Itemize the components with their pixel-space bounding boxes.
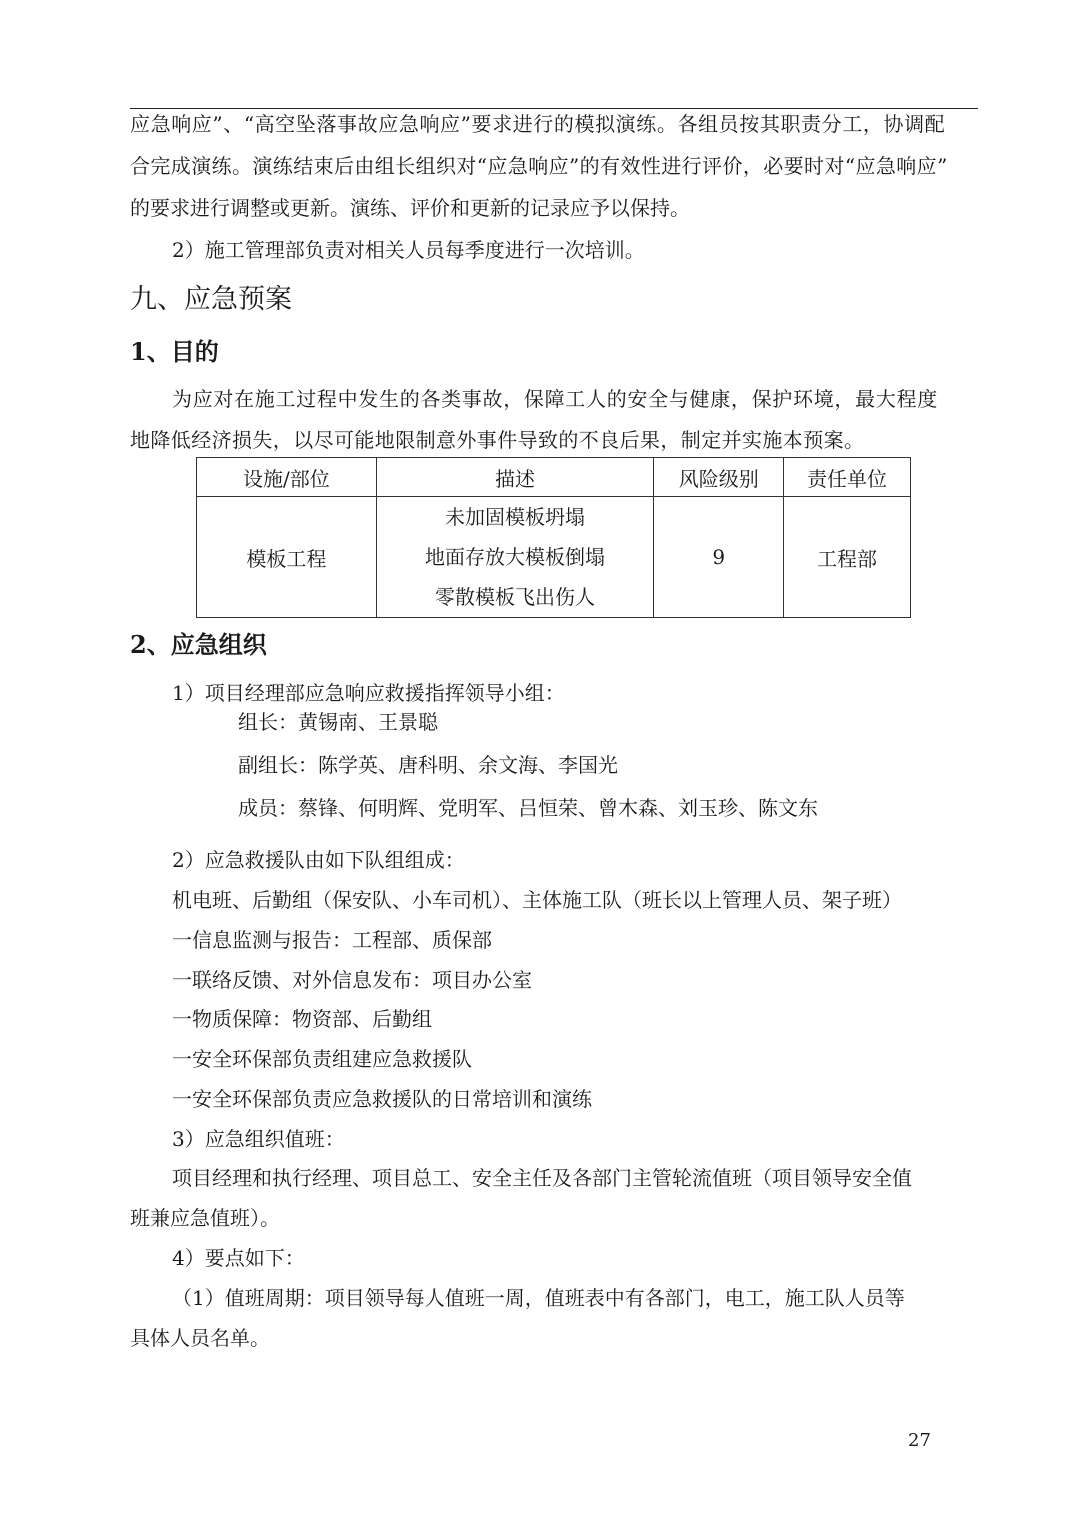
dash-item: 一联络反馈、对外信息发布：项目办公室	[172, 968, 532, 992]
table-header-row	[197, 458, 911, 497]
header-rule	[130, 108, 978, 109]
paragraph-line: 具体人员名单。	[130, 1326, 270, 1350]
facility-cell: 模板工程	[197, 497, 377, 618]
list-item: 3）应急组织值班：	[172, 1127, 345, 1151]
dash-item: 一信息监测与报告：工程部、质保部	[172, 928, 492, 952]
dash-item: 一物质保障：物资部、后勤组	[172, 1007, 432, 1031]
risk-table	[196, 457, 911, 618]
paragraph-line: 为应对在施工过程中发生的各类事故，保障工人的安全与健康，保护环境，最大程度	[172, 387, 938, 411]
list-item: 2）应急救援队由如下队组组成：	[172, 848, 465, 872]
dash-item: 一安全环保部负责应急救援队的日常培训和演练	[172, 1087, 592, 1111]
members-line: 成员：蔡锋、何明辉、党明军、吕恒荣、曾木森、刘玉珍、陈文东	[238, 796, 818, 820]
purpose-heading: 1、目的	[130, 337, 219, 366]
responsible-unit-cell: 工程部	[784, 497, 911, 618]
paragraph-line: 2）施工管理部负责对相关人员每季度进行一次培训。	[172, 238, 645, 262]
paragraph-line: 班兼应急值班）。	[130, 1206, 280, 1230]
list-item: 4）要点如下：	[172, 1246, 305, 1270]
table-row	[197, 497, 911, 618]
organization-heading: 2、应急组织	[130, 630, 267, 659]
leader-line: 组长：黄锡南、王景聪	[238, 710, 438, 734]
description-line: 零散模板飞出伤人	[435, 585, 596, 609]
dash-item: 一安全环保部负责组建应急救援队	[172, 1047, 472, 1071]
table-header-cell: 描述	[376, 458, 654, 497]
paragraph-line: 应急响应”、“高空坠落事故应急响应”要求进行的模拟演练。各组员按其职责分工，协调配	[130, 112, 946, 136]
section-title: 九、应急预案	[130, 284, 292, 315]
description-line: 地面存放大模板倒塌	[425, 545, 606, 569]
paragraph-line: 地降低经济损失，以尽可能地限制意外事件导致的不良后果，制定并实施本预案。	[130, 428, 865, 452]
table-header-cell: 风险级别	[654, 458, 784, 497]
paragraph-line: 的要求进行调整或更新。演练、评价和更新的记录应予以保持。	[130, 196, 690, 220]
deputy-line: 副组长：陈学英、唐科明、余文海、李国光	[238, 753, 618, 777]
list-item: 1）项目经理部应急响应救援指挥领导小组：	[172, 681, 565, 705]
paragraph-line: 合完成演练。演练结束后由组长组织对“应急响应”的有效性进行评价，必要时对“应急响应”	[130, 154, 948, 178]
risk-level-cell: 9	[654, 497, 784, 618]
paragraph-line: 机电班、后勤组（保安队、小车司机）、主体施工队（班长以上管理人员、架子班）	[172, 888, 902, 912]
table-header-cell: 责任单位	[784, 458, 911, 497]
description-line: 未加固模板坍塌	[445, 505, 586, 529]
table-header-cell: 设施/部位	[197, 458, 377, 497]
paragraph-line: （1）值班周期：项目领导每人值班一周，值班表中有各部门，电工，施工队人员等	[172, 1286, 905, 1310]
paragraph-line: 项目经理和执行经理、项目总工、安全主任及各部门主管轮流值班（项目领导安全值	[172, 1166, 912, 1190]
page-number: 27	[908, 1430, 931, 1451]
description-cell	[376, 497, 654, 618]
